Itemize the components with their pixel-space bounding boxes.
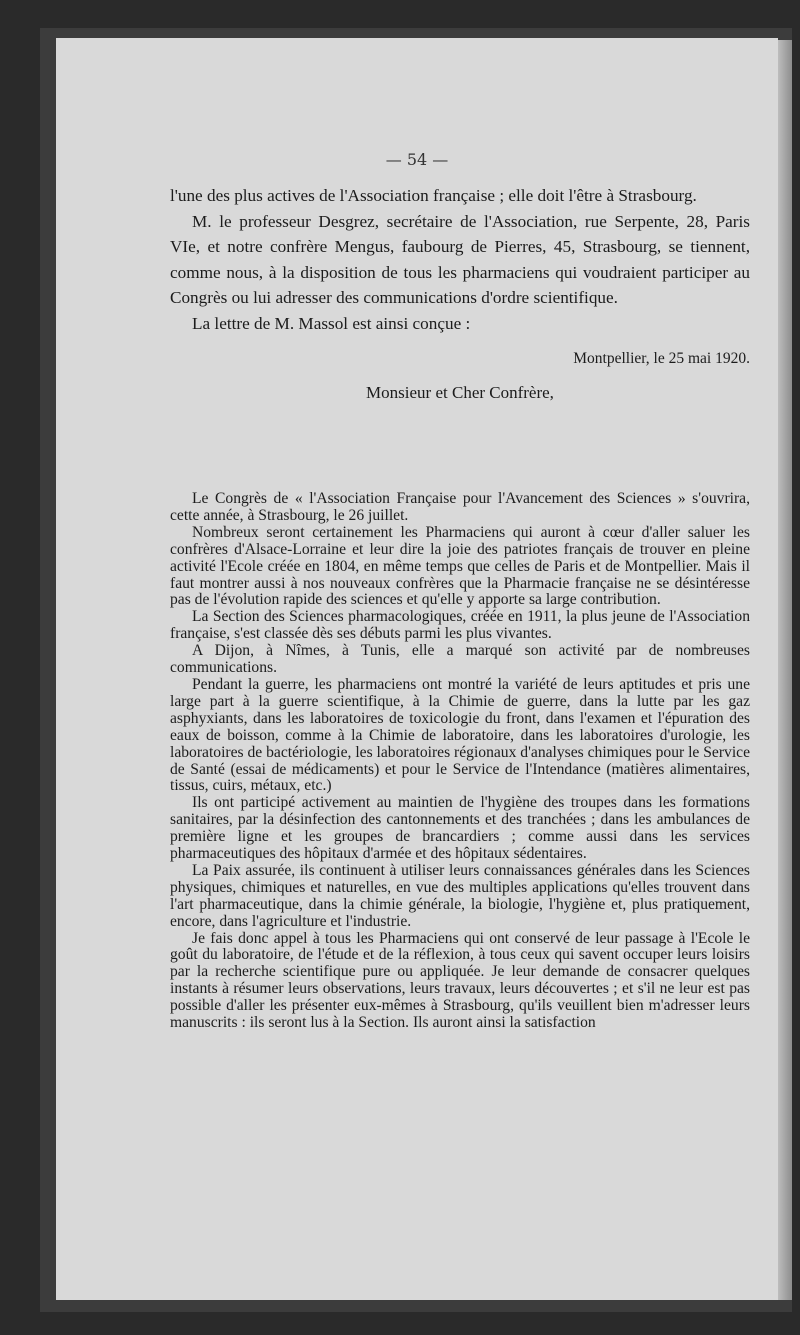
letter-body [170, 491, 750, 1032]
page-edge [778, 40, 792, 1300]
letter-paragraph: La Section des Sciences pharmacologiques, créée en 1911, la plus jeune de l'Association française, s'est classée dès ses débuts parmi les plus vivantes. [170, 608, 750, 643]
letter-paragraph: Le Congrès de « l'Association Française pour l'Avancement des Sciences » s'ouvrira, cette année, à Strasbourg, le 26 juillet. [170, 490, 750, 524]
paragraph: M. le professeur Desgrez, secrétaire de l'Association, rue Serpente, 28, Paris VIe, et notre confrère Mengus, faubourg de Pierres, 45, Strasbourg, se tiennent, comme nous, à la disposition de tous les pharmaciens qui voudraient participer au Congrès ou lui adresser des communications d'ordre scientifique. [170, 211, 750, 307]
paragraph: La lettre de M. Massol est ainsi conçue : [192, 313, 471, 333]
letter-paragraph: Je fais donc appel à tous les Pharmaciens qui ont conservé de leur passage à l'Ecole le goût du laboratoire, de l'étude et de la réflexion, à tous ceux qui savent occuper leurs loisirs par la recherche scientifique pure ou appliquée. Je leur demande de consacrer quelques instants à résumer leurs observations, leurs travaux, leurs découvertes ; et s'il ne leur est pas possible d'aller les présenter eux-mêmes à Strasbourg, qu'ils veuillent bien m'adresser leurs manuscrits : ils seront lus à la Section. Ils auront ainsi la satisfaction [170, 929, 750, 1032]
letter-salutation: Monsieur et Cher Confrère, [366, 382, 554, 402]
paragraph: l'une des plus actives de l'Association française ; elle doit l'être à Strasbourg. [170, 186, 697, 205]
letter-paragraph: Nombreux seront certainement les Pharmaciens qui auront à cœur d'aller saluer les confrères d'Alsace-Lorraine et leur dire la joie des patriotes français de trouver en pleine activité l'Ecole créée en 1804, en même temps que celles de Paris et de Montpellier. Mais il faut montrer aussi à nos nouveaux confrères que la Pharmacie française ne se désintéresse pas de l'évolution rapide des sciences et qu'elle y apporte sa large contribution. [170, 523, 750, 609]
document-page [56, 38, 778, 1300]
letter-paragraph: Ils ont participé activement au maintien de l'hygiène des troupes dans les formations sanitaires, par la désinfection des cantonnements et des tranchées ; dans les ambulances de première ligne et les groupes de brancardiers ; comme aussi dans les services pharmaceutiques des hôpitaux d'armée et des hôpitaux sédentaires. [170, 794, 750, 863]
letter-paragraph: Pendant la guerre, les pharmaciens ont montré la variété de leurs aptitudes et pris une large part à la guerre scientifique, à la Chimie de guerre, dans la lutte par les gaz asphyxiants, dans les laboratoires de toxicologie du front, dans l'examen et l'épuration des eaux de boisson, comme à la Chimie de laboratoire, dans les laboratoires d'urologie, les laboratoires de bactériologie, les laboratoires régionaux d'analyses chimiques pour le Service de Santé (essai de médicaments) et pour le Service de l'Intendance (matières alimentaires, tissus, cuirs, métaux, etc.) [170, 675, 751, 795]
letter-date: Montpellier, le 25 mai 1920. [573, 350, 750, 367]
intro-text [170, 183, 750, 415]
letter-paragraph: A Dijon, à Nîmes, à Tunis, elle a marqué son activité par de nombreuses communications. [170, 642, 750, 677]
page-number: — 54 — [385, 150, 449, 169]
letter-paragraph: La Paix assurée, ils continuent à utiliser leurs connaissances générales dans les Sciences physiques, chimiques et naturelles, en vue des multiples applications qu'elles trouvent dans l'art pharmaceutique, dans la chimie générale, la biologie, l'hygiène et, plus pratiquement, encore, dans l'agriculture et l'industrie. [170, 861, 750, 930]
